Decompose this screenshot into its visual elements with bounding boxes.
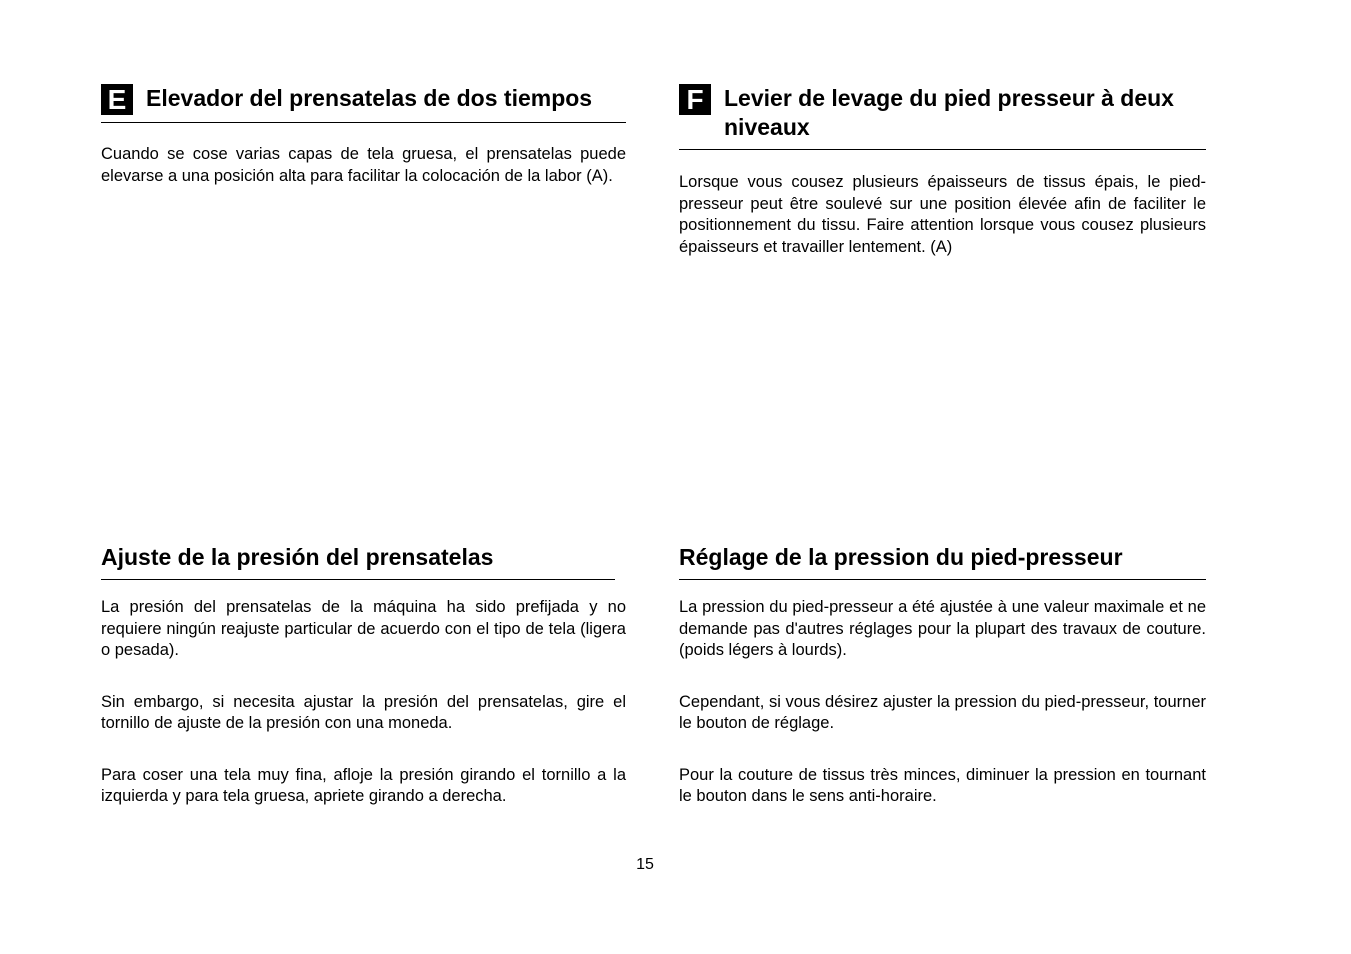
language-badge-e: E (101, 84, 133, 115)
paragraph: Cuando se cose varias capas de tela gruesa, el prensatelas puede elevarse a una posición alta para facilitar la colocación de la labor (A). (101, 145, 626, 185)
heading-text: Levier de levage du pied presseur à deux niveaux (724, 85, 1174, 140)
page-number: 15 (636, 856, 654, 873)
paragraph: La presión del prensatelas de la máquina ha sido prefijada y no requiere ningún reajuste particular de acuerdo con el tipo de tela (ligera o pesada). (101, 598, 626, 659)
section-heading (679, 84, 1206, 150)
section-fr-pressure (679, 543, 1206, 808)
paragraph: Lorsque vous cousez plusieurs épaisseurs de tissus épais, le pied-presseur peut être soulevé sur une position élevée afin de faciliter le positionnement du tissu. Faire attention lorsque vous cousez plusieurs épaisseurs et travailler lentement. (A) (679, 173, 1206, 256)
heading-text: Elevador del prensatelas de dos tiempos (146, 85, 593, 111)
section-fr-lift (679, 84, 1206, 258)
heading-text: Réglage de la pression du pied-presseur (679, 544, 1123, 570)
section-heading (101, 84, 626, 123)
section-es-pressure (101, 543, 626, 808)
paragraph: Cependant, si vous désirez ajuster la pression du pied-presseur, tourner le bouton de réglage. (679, 692, 1206, 732)
paragraph: Para coser una tela muy fina, afloje la presión girando el tornillo a la izquierda y para tela gruesa, apriete girando a derecha. (101, 765, 626, 805)
heading-text: Ajuste de la presión del prensatelas (101, 544, 494, 570)
paragraph: Pour la couture de tissus très minces, diminuer la pression en tournant le bouton dans le sens anti-horaire. (679, 765, 1206, 805)
section-heading (101, 543, 615, 580)
section-heading (679, 543, 1206, 580)
section-es-lift (101, 84, 626, 187)
paragraph: La pression du pied-presseur a été ajustée à une valeur maximale et ne demande pas d'autres réglages pour la plupart des travaux de couture. (poids légers à lourds). (679, 598, 1206, 659)
paragraph: Sin embargo, si necesita ajustar la presión del prensatelas, gire el tornillo de ajuste de la presión con una moneda. (101, 692, 626, 732)
language-badge-f: F (679, 84, 711, 115)
